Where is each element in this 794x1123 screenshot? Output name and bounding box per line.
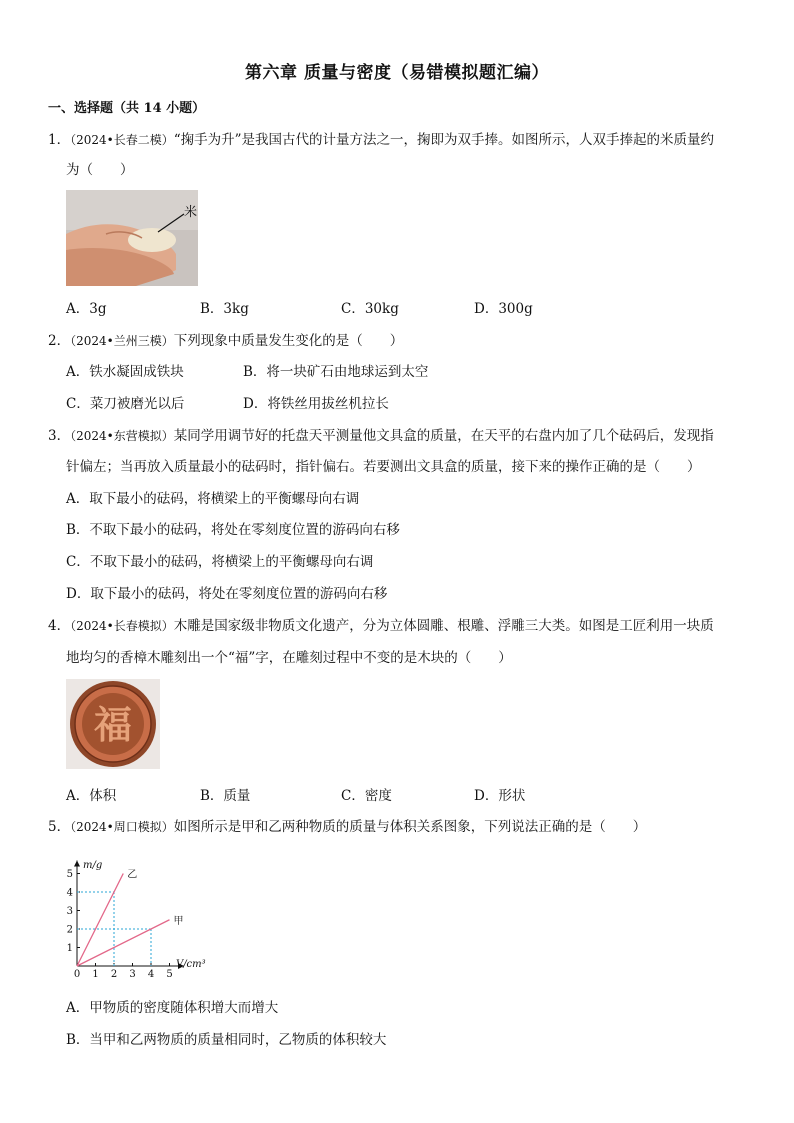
option-c: C．不取下最小的砝码，将横梁上的平衡螺母向右调 [66,554,374,570]
figure-label-rice: 米 [184,205,198,220]
question-1 [48,131,714,149]
question-text: 某同学用调节好的托盘天平测量他文具盒的质量，在天平的右盘内加了几个砝码后，发现指 [173,428,714,444]
question-number: 5． [48,819,71,835]
series-line [77,874,123,967]
question-number: 2． [48,333,71,349]
question-number: 3． [48,428,71,444]
x-tick-label: 3 [129,969,136,980]
y-axis-label: m/g [83,859,103,871]
mass-volume-chart [62,850,222,982]
question-4-continued: 地均匀的香樟木雕刻出一个“福”字，在雕刻过程中不变的是木块的（ ） [66,650,512,666]
y-tick-label: 1 [66,943,73,954]
wood-carving-image [66,679,160,769]
section-heading: 一、选择题（共 14 小题） [48,101,206,116]
carving-character: 福 [93,702,133,747]
x-axis-label: V/cm³ [175,959,206,970]
option-b: B．当甲和乙两物质的质量相同时，乙物质的体积较大 [66,1032,387,1048]
option-d: D．形状 [474,788,526,804]
question-number: 1． [48,132,71,148]
question-4 [48,617,714,635]
y-tick-label: 2 [66,924,73,936]
question-source: （2024•长春模拟） [70,619,174,633]
rice-hands-image [66,190,198,286]
option-c: C．密度 [341,788,392,804]
option-a: A．甲物质的密度随体积增大而增大 [66,1000,279,1016]
question-1-continued: 为（ ） [66,162,134,178]
question-source: （2024•周口模拟） [70,820,174,834]
y-axis-arrow [74,861,80,867]
question-text: 木雕是国家级非物质文化遗产，分为立体圆雕、根雕、浮雕三大类。如图是工匠利用一块质 [173,618,714,634]
option-d: D．将铁丝用拔丝机拉长 [243,396,389,412]
question-text: 下列现象中质量发生变化的是（ ） [173,333,404,349]
y-tick-label: 4 [66,887,73,899]
option-a: A．取下最小的砝码，将横梁上的平衡螺母向右调 [66,491,360,507]
x-tick-label: 0 [73,969,81,980]
series-line [77,920,170,966]
question-3-continued: 针偏左；当再放入质量最小的砝码时，指针偏右。若要测出文具盒的质量，接下来的操作正确的是（ ） [66,459,701,475]
question-text: 如图所示是甲和乙两种物质的质量与体积关系图象，下列说法正确的是（ ） [173,819,647,835]
option-a: A．体积 [66,788,117,804]
option-b: B．将一块矿石由地球运到太空 [243,364,429,380]
question-5 [48,818,646,836]
x-tick-label: 1 [92,969,99,980]
question-3 [48,427,714,445]
x-tick-label: 4 [147,969,155,980]
question-source: （2024•东营模拟） [70,429,174,443]
option-b: B．质量 [200,788,251,804]
option-b: B．3kg [200,301,249,317]
option-a: A．3g [66,301,107,317]
y-tick-label: 3 [66,906,73,917]
question-source: （2024•兰州三模） [70,334,174,348]
option-b: B．不取下最小的砝码，将处在零刻度位置的游码向右移 [66,522,400,538]
x-tick-label: 2 [110,969,118,980]
x-tick-label: 5 [166,969,173,980]
question-text: “掬手为升”是我国古代的计量方法之一，掬即为双手捧。如图所示，人双手捧起的米质量约 [173,132,715,148]
question-2 [48,332,403,350]
option-a: A．铁水凝固成铁块 [66,364,184,380]
question-number: 4． [48,618,71,634]
option-c: C．30kg [341,301,399,317]
option-d: D．取下最小的砝码，将处在零刻度位置的游码向右移 [66,586,388,602]
series-label: 乙 [127,869,138,881]
option-d: D．300g [474,301,533,317]
option-c: C．菜刀被磨光以后 [66,396,185,412]
series-label: 甲 [173,915,184,927]
page-title: 第六章 质量与密度（易错模拟题汇编） [245,63,549,83]
y-tick-label: 5 [66,869,73,880]
question-source: （2024•长春二模） [70,133,174,147]
